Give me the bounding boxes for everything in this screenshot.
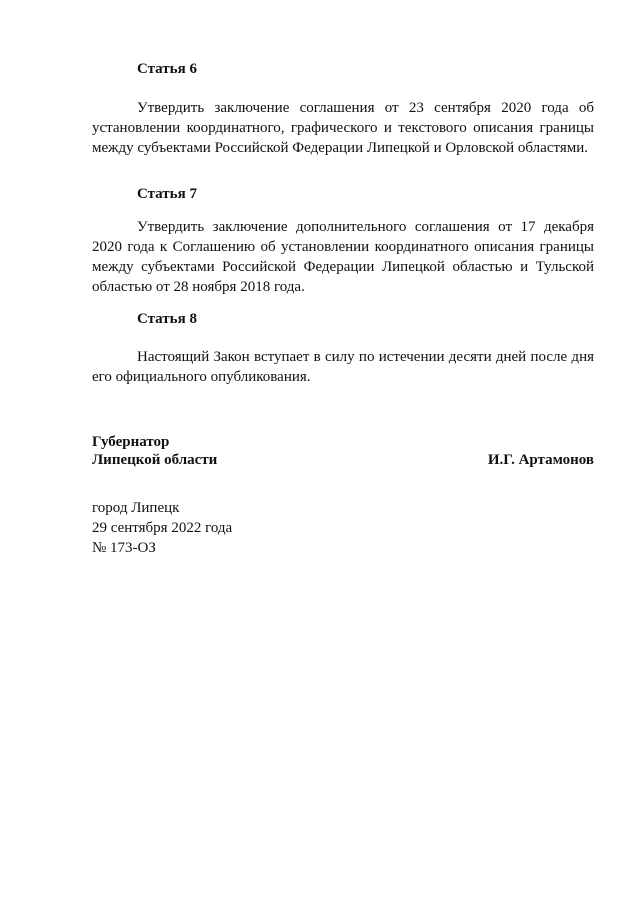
footer-date: 29 сентября 2022 года [92,520,233,536]
footer-city: город Липецк [92,500,180,516]
article-paragraph: Настоящий Закон вступает в силу по истечении десяти дней после дня его официального опубликования. [92,349,594,385]
signature-title-line2: Липецкой области [92,452,218,468]
footer-number: № 173-ОЗ [92,540,156,556]
article-heading: Статья 7 [137,186,197,202]
article-paragraph: Утвердить заключение дополнительного соглашения от 17 декабря 2020 года к Соглашению об установлении координатного описания границы между субъектами Российской Федерации Липецкой областью и Тульской областью от 28 ноября 2018 года. [92,219,594,295]
article-7 [92,185,594,203]
article-heading: Статья 6 [137,61,197,77]
article-heading: Статья 8 [137,311,197,327]
signature-block [92,433,594,469]
article-6 [92,60,594,78]
document-footer [92,498,232,558]
signature-title-line1: Губернатор [92,434,170,450]
article-7-body [92,217,594,297]
signature-name: И.Г. Артамонов [487,452,594,468]
article-6-body [92,98,594,158]
article-8-body [92,347,594,387]
article-paragraph: Утвердить заключение соглашения от 23 сентября 2020 года об установлении координатного, графического и текстового описания границы между субъектами Российской Федерации Липецкой и Орловской областями. [92,100,594,156]
article-8 [92,310,594,328]
